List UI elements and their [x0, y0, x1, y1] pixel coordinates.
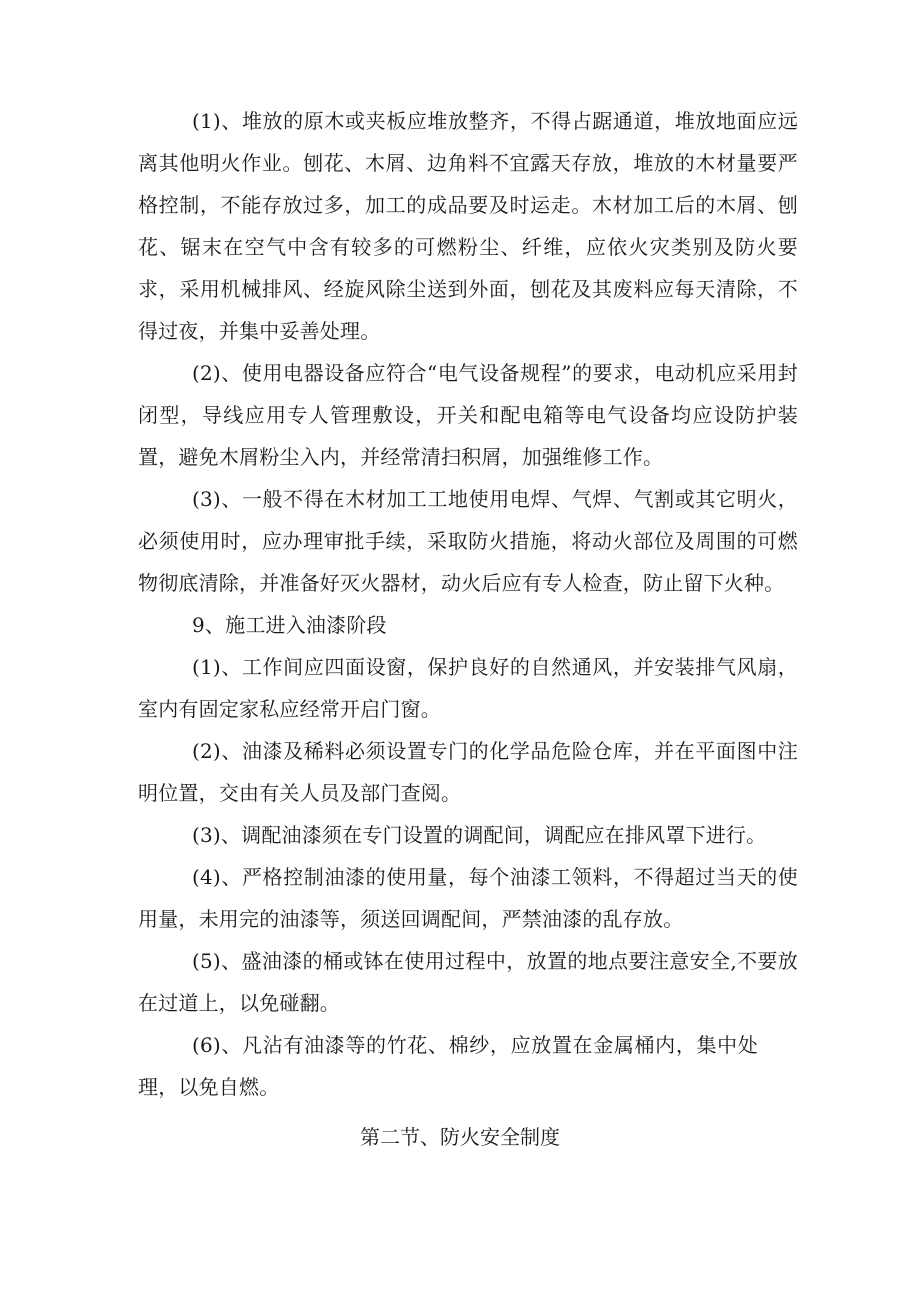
paragraph-open-flame: (3)、一般不得在木材加工工地使用电焊、气焊、气割或其它明火，必须使用时，应办理审批手续，采取防火措施，将动火部位及周围的可燃物彻底清除，并准备好灭火器材，动火后应有专人检查，防止留下火种。	[138, 487, 798, 595]
paragraph-mixing-room: (3)、调配油漆须在专门设置的调配间，调配应在排风罩下进行。	[192, 823, 767, 847]
paragraph-ventilation: (1)、工作间应四面设窗，保护良好的自然通风，并安装排气风扇，室内有固定家私应经常开启门窗。	[138, 655, 798, 721]
paragraph-usage-control: (4)、严格控制油漆的使用量，每个油漆工领料，不得超过当天的使用量，未用完的油漆等，须送回调配间，严禁油漆的乱存放。	[138, 865, 798, 931]
paragraph-chemical-storage: (2)、油漆及稀料必须设置专门的化学品危险仓库，并在平面图中注明位置，交由有关人员及部门查阅。	[138, 739, 798, 805]
paragraph-item-9-title: 9、施工进入油漆阶段	[192, 613, 387, 637]
paragraph-paint-containers: (5)、盛油漆的桶或钵在使用过程中，放置的地点要注意安全,不要放在过道上，以免碰翻。	[138, 949, 798, 1015]
paragraph-wood-storage: (1)、堆放的原木或夹板应堆放整齐，不得占踞通道，堆放地面应远离其他明火作业。刨花、木屑、边角料不宜露天存放，堆放的木材量要严格控制，不能存放过多，加工的成品要及时运走。木材加工后的木屑、刨花、锯末在空气中含有较多的可燃粉尘、纤维，应依火灾类别及防火要求，采用机械排风、经旋风除尘送到外面，刨花及其废料应每天清除，不得过夜，并集中妥善处理。	[138, 109, 798, 343]
section-heading: 第二节、防火安全制度	[360, 1125, 560, 1149]
paragraph-oily-waste: (6)、凡沾有油漆等的竹花、棉纱，应放置在金属桶内，集中处理，以免自燃。	[138, 1033, 758, 1099]
paragraph-electrical-equipment: (2)、使用电器设备应符合“电气设备规程”的要求，电动机应采用封闭型，导线应用专人管理敷设，开关和配电箱等电气设备均应设防护装置，避免木屑粉尘入内，并经常清扫积屑，加强维修工作。	[138, 361, 798, 469]
